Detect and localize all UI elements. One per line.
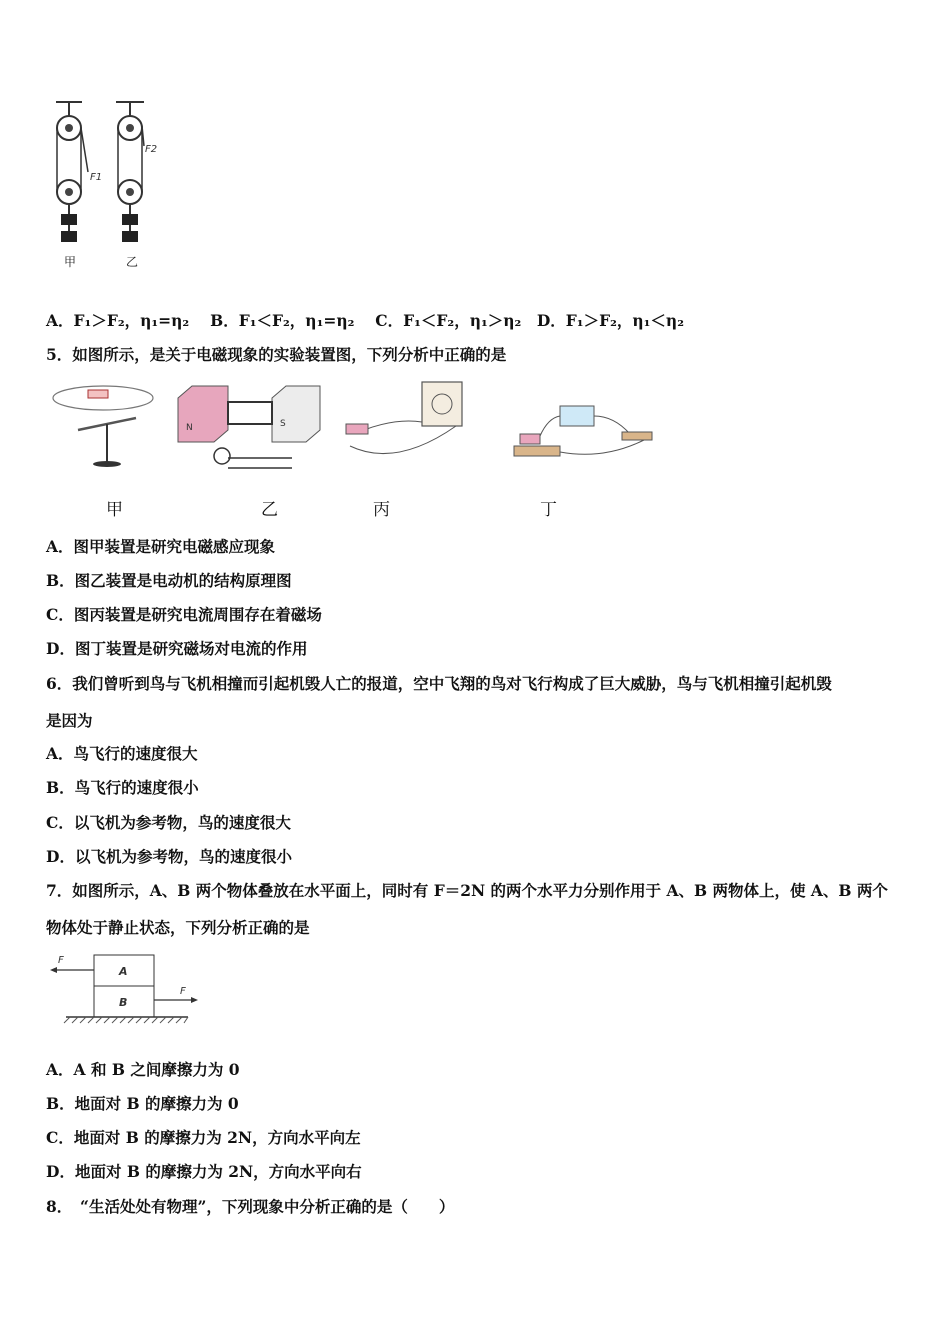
q6-option-a: A．鸟飞行的速度很大 — [46, 744, 198, 763]
svg-text:S: S — [280, 419, 286, 429]
q4-options: A．F₁＞F₂，η₁=η₂ B．F₁＜F₂，η₁=η₂ C．F₁＜F₂，η₁＞η₂ D．F₁＞F₂，η₁＜η₂ — [46, 311, 684, 330]
q7-option-a: A．A 和 B 之间摩擦力为 0 — [46, 1060, 240, 1079]
pulley-label-jia: 甲 — [64, 255, 77, 269]
q5-figure-bing — [336, 378, 472, 470]
svg-text:N: N — [186, 423, 193, 433]
q6-option-c: C．以飞机为参考物，鸟的速度很大 — [46, 813, 291, 832]
q5-caption-bing: 丙 — [373, 500, 390, 520]
q7-option-b: B．地面对 B 的摩擦力为 0 — [46, 1094, 239, 1113]
q5-stem: 5．如图所示，是关于电磁现象的实验装置图，下列分析中正确的是 — [46, 345, 507, 364]
q5-figure-yi — [172, 378, 322, 474]
q6-stem-line2: 是因为 — [46, 711, 93, 730]
q7-stem-line1: 7．如图所示，A、B 两个物体叠放在水平面上，同时有 F＝2N 的两个水平力分别作用于 A、B 两物体上，使 A、B 两个 — [46, 881, 888, 900]
q5-option-c: C．图丙装置是研究电流周围存在着磁场 — [46, 605, 322, 624]
q7-option-d: D．地面对 B 的摩擦力为 2N，方向水平向右 — [46, 1162, 362, 1181]
q5-caption-ding: 丁 — [540, 500, 557, 520]
q6-option-d: D．以飞机为参考物，鸟的速度很小 — [46, 847, 292, 866]
force-right-label: F — [180, 986, 186, 997]
q6-stem-line1: 6．我们曾听到鸟与飞机相撞而引起机毁人亡的报道，空中飞翔的鸟对飞行构成了巨大威胁，鸟与飞机相撞引起机毁 — [46, 674, 832, 693]
q7-option-c: C．地面对 B 的摩擦力为 2N，方向水平向左 — [46, 1128, 361, 1147]
q5-caption-jia: 甲 — [106, 500, 123, 520]
q5-option-b: B．图乙装置是电动机的结构原理图 — [46, 571, 292, 590]
force-left-label: F — [58, 955, 64, 966]
block-b-label: B — [119, 996, 128, 1009]
force-label-f2: F2 — [145, 144, 158, 155]
q5-option-a: A．图甲装置是研究电磁感应现象 — [46, 537, 276, 556]
q5-caption-yi: 乙 — [261, 500, 278, 520]
pulley-figure — [50, 96, 180, 278]
q6-option-b: B．鸟飞行的速度很小 — [46, 778, 199, 797]
block-a-label: A — [119, 965, 128, 978]
q7-stem-line2: 物体处于静止状态，下列分析正确的是 — [46, 918, 310, 937]
force-label-f1: F1 — [90, 172, 103, 183]
q7-blocks-figure — [46, 950, 206, 1028]
q5-option-d: D．图丁装置是研究磁场对电流的作用 — [46, 639, 308, 658]
q5-figure-ding — [504, 380, 664, 472]
q8-stem: 8． “生活处处有物理”，下列现象中分析正确的是（ ） — [46, 1197, 455, 1216]
pulley-label-yi: 乙 — [126, 255, 139, 269]
q5-figure-jia — [48, 376, 158, 471]
